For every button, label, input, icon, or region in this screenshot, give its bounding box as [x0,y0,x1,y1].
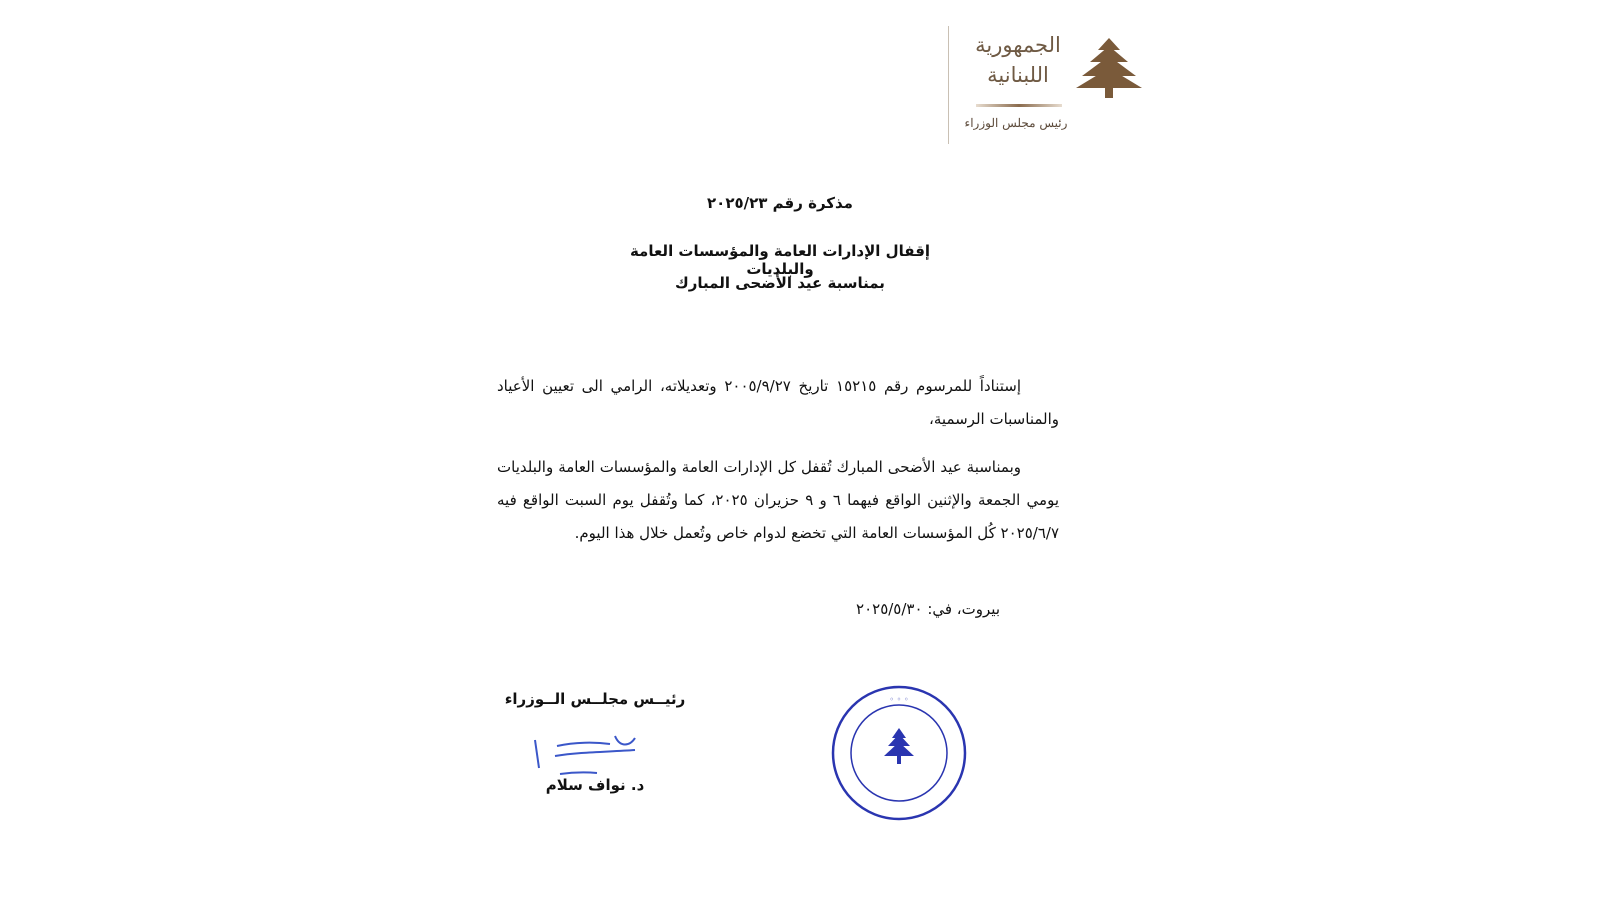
signature-title: رئيــس مجلــس الــوزراء [504,690,686,708]
letterhead-rule [976,104,1062,107]
memo-subject-line1: إقفال الإدارات العامة والمؤسسات العامة والبلديات [629,242,931,278]
letterhead-republic: الجمهورية اللبنانية [975,33,1061,87]
place-date: بيروت، في: ٢٠٢٥/٥/٣٠ [856,600,1000,618]
handwritten-signature [525,728,645,778]
memo-subject-line2: بمناسبة عيد الأضحى المبارك [675,274,885,292]
letterhead-office: رئيس مجلس الوزراء [964,116,1068,130]
body-paragraph-2 [497,451,1059,550]
paragraph-text: وبمناسبة عيد الأضحى المبارك تُقفل كل الإدارات العامة والمؤسسات العامة والبلديات يومي الجمعة والإثنين الواقع فيهما ٦ و ٩ حزيران ٢٠٢٥، كما وتُقفل يوم السبت الواقع فيه ٢٠٢٥/٦/٧ كُل المؤسسات العامة التي تخضع لدوام خاص وتُعمل خلال هذا اليوم. [497,458,1059,542]
cedar-logo-icon [1074,36,1144,100]
official-stamp [830,684,968,822]
svg-text:◦ ◦ ◦: ◦ ◦ ◦ [889,695,909,704]
letterhead-divider [948,26,949,144]
body-paragraph-1 [497,370,1059,436]
paragraph-text: إستناداً للمرسوم رقم ١٥٢١٥ تاريخ ٢٠٠٥/٩/٢٧ وتعديلاته، الرامي الى تعيين الأعياد والمناسبات الرسمية، [497,377,1059,428]
memo-number: مذكرة رقم ٢٠٢٥/٢٣ [707,194,853,212]
signatory-name: د. نواف سلام [545,776,645,794]
